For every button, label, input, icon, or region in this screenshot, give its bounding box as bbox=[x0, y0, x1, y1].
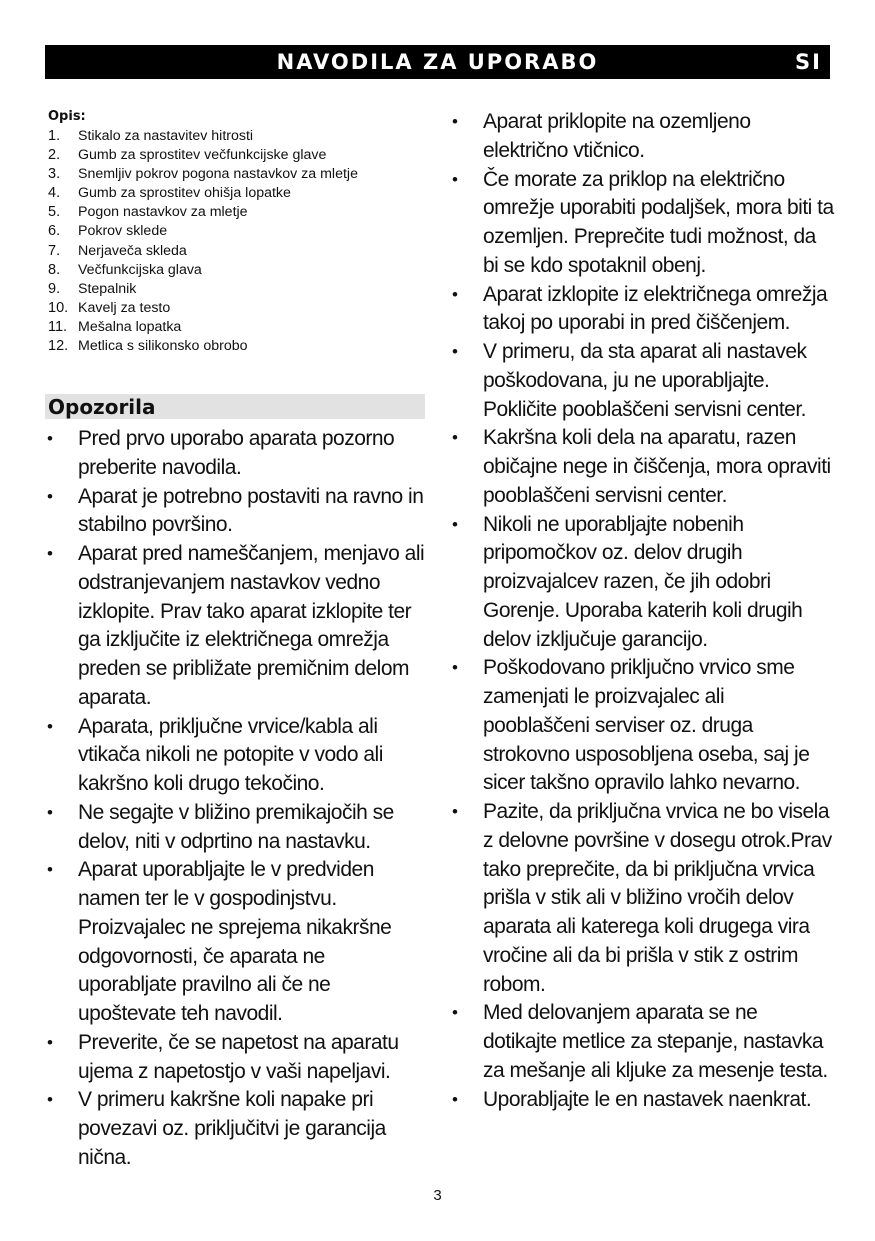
part-number: 6. bbox=[48, 223, 61, 240]
part-number: 9. bbox=[48, 280, 61, 297]
warning-text: Aparat izklopite iz električnega omrežja takoj po uporabi in pred čiščenjem. bbox=[483, 282, 828, 335]
part-label: Stikalo za nastavitev hitrosti bbox=[78, 128, 254, 144]
warning-item bbox=[45, 713, 425, 799]
part-item bbox=[45, 222, 425, 241]
warning-text: Uporabljajte le en nastavek naenkrat. bbox=[483, 1087, 812, 1111]
left-column bbox=[45, 108, 425, 1173]
part-item bbox=[45, 184, 425, 203]
part-label: Pogon nastavkov za mletje bbox=[78, 204, 248, 221]
part-label: Nerjaveča skleda bbox=[78, 242, 187, 259]
warning-item bbox=[45, 799, 425, 857]
warning-item bbox=[450, 108, 835, 166]
bullet-icon: • bbox=[47, 860, 53, 880]
warning-text: Aparat priklopite na ozemljeno električno vtičnico. bbox=[483, 110, 751, 162]
warning-text: Aparata, priključne vrvice/kabla ali vtikača nikoli ne potopite v vodo ali kakršno koli drugo tekočino. bbox=[78, 714, 383, 796]
warning-text: V primeru kakršne koli napake pri povezavi oz. priključitvi je garancija nična. bbox=[78, 1088, 386, 1169]
warning-item bbox=[45, 1029, 425, 1087]
warnings-list-right bbox=[450, 108, 835, 1114]
part-item bbox=[45, 146, 425, 165]
part-label: Metlica s silikonsko obrobo bbox=[78, 338, 248, 355]
warning-item bbox=[450, 424, 835, 510]
bullet-icon: • bbox=[452, 342, 458, 361]
part-item bbox=[45, 280, 425, 299]
warning-text: Med delovanjem aparata se ne dotikajte metlice za stepanje, nastavka za mešanje ali kljuke za mesenje testa. bbox=[483, 1001, 828, 1082]
warning-item bbox=[450, 281, 835, 339]
part-number: 10. bbox=[48, 299, 69, 316]
part-number: 7. bbox=[48, 242, 61, 259]
parts-heading: Opis: bbox=[48, 109, 86, 124]
page-title: NAVODILA ZA UPORABO bbox=[276, 50, 599, 74]
part-label: Gumb za sprostitev ohišja lopatke bbox=[78, 185, 291, 202]
part-item bbox=[45, 203, 425, 222]
bullet-icon: • bbox=[452, 1089, 458, 1109]
bullet-icon: • bbox=[47, 429, 53, 449]
bullet-icon: • bbox=[452, 169, 458, 189]
language-code: SI bbox=[795, 50, 822, 74]
warning-text: Ne segajte v bližino premikajočih se delov, niti v odprtino na nastavku. bbox=[78, 800, 394, 853]
part-number: 1. bbox=[48, 128, 61, 144]
warning-text: Aparat uporabljajte le v predviden namen ter le v gospodinjstvu. Proizvajalec ne sprejema nikakršne odgovornosti, če aparata ne uporabljate pravilno ali če ne upoštevate teh navodil. bbox=[78, 858, 392, 1026]
part-number: 4. bbox=[48, 185, 61, 202]
part-item bbox=[45, 337, 425, 356]
bullet-icon: • bbox=[47, 544, 53, 564]
bullet-icon: • bbox=[452, 514, 458, 534]
part-item bbox=[45, 242, 425, 261]
part-number: 12. bbox=[48, 338, 69, 355]
bullet-icon: • bbox=[452, 1003, 458, 1023]
warning-text: Kakršna koli dela na aparatu, razen običajne nege in čiščenja, mora opraviti pooblaščeni servisni center. bbox=[483, 426, 831, 507]
part-number: 11. bbox=[48, 318, 68, 335]
bullet-icon: • bbox=[47, 716, 53, 736]
warning-item bbox=[45, 483, 425, 541]
part-number: 5. bbox=[48, 204, 61, 221]
warning-item bbox=[45, 856, 425, 1029]
warning-item bbox=[450, 511, 835, 655]
warning-item bbox=[45, 1086, 425, 1172]
part-label: Mešalna lopatka bbox=[78, 318, 182, 335]
warning-text: Nikoli ne uporabljajte nobenih pripomočkov oz. delov drugih proizvajalcev razen, če jih odobri Gorenje. Uporaba katerih koli drugih delov izključuje garancijo. bbox=[483, 512, 803, 651]
part-item bbox=[45, 261, 425, 280]
part-item bbox=[45, 299, 425, 318]
warning-text: Pred prvo uporabo aparata pozorno preberite navodila. bbox=[78, 427, 395, 479]
right-column bbox=[450, 108, 835, 1114]
part-number: 2. bbox=[48, 147, 61, 164]
part-number: 8. bbox=[48, 261, 61, 278]
warning-item bbox=[450, 654, 835, 798]
warning-item bbox=[450, 166, 835, 281]
warning-text: Aparat pred nameščanjem, menjavo ali odstranjevanjem nastavkov vedno izklopite. Prav tako aparat izklopite ter ga izključite iz električnega omrežja preden se približate premičnim delom aparata. bbox=[78, 542, 425, 709]
warnings-list-left bbox=[45, 425, 425, 1173]
part-item bbox=[45, 127, 425, 146]
warning-item bbox=[45, 425, 425, 483]
part-number: 3. bbox=[48, 166, 61, 183]
bullet-icon: • bbox=[452, 284, 458, 304]
bullet-icon: • bbox=[47, 1090, 53, 1110]
part-item bbox=[45, 165, 425, 184]
warnings-heading: Opozorila bbox=[45, 394, 425, 419]
warning-item bbox=[450, 338, 835, 424]
bullet-icon: • bbox=[452, 658, 458, 678]
bullet-icon: • bbox=[47, 486, 53, 506]
warning-item bbox=[45, 540, 425, 713]
warning-text: Preverite, če se napetost na aparatu ujema z napetostjo v vaši napeljavi. bbox=[78, 1030, 399, 1083]
warning-item bbox=[450, 1086, 835, 1115]
page-number: 3 bbox=[433, 1187, 442, 1204]
part-label: Gumb za sprostitev večfunkcijske glave bbox=[78, 147, 327, 164]
part-item bbox=[45, 318, 425, 337]
part-label: Kavelj za testo bbox=[78, 299, 171, 316]
bullet-icon: • bbox=[452, 802, 458, 821]
warning-text: Pazite, da priključna vrvica ne bo visela z delovne površine v dosegu otrok.Prav tako preprečite, da bi priključna vrvica prišla v stik ali v bližino vročih delov aparata ali katerega koli drugega vira vročine ali da bi prišla v stik z ostrim robom. bbox=[483, 800, 832, 996]
warning-text: Aparat je potrebno postaviti na ravno in stabilno površino. bbox=[78, 484, 424, 537]
part-label: Pokrov sklede bbox=[78, 223, 168, 240]
warning-text: Če morate za priklop na električno omrežje uporabiti podaljšek, mora biti ta ozemljen. Preprečite tudi možnost, da bi se kdo spotaknil obenj. bbox=[483, 167, 834, 277]
bullet-icon: • bbox=[47, 802, 53, 822]
parts-list bbox=[45, 127, 425, 356]
warning-item bbox=[450, 999, 835, 1085]
part-label: Stepalnik bbox=[78, 280, 137, 297]
bullet-icon: • bbox=[47, 1032, 53, 1052]
part-label: Večfunkcijska glava bbox=[78, 261, 202, 278]
warning-item bbox=[450, 798, 835, 999]
bullet-icon: • bbox=[452, 428, 458, 448]
part-label: Snemljiv pokrov pogona nastavkov za mletje bbox=[78, 166, 358, 183]
warning-text: V primeru, da sta aparat ali nastavek poškodovana, ju ne uporabljajte. Pokličite pooblaščeni servisni center. bbox=[483, 340, 807, 421]
bullet-icon: • bbox=[452, 112, 458, 131]
warning-text: Poškodovano priključno vrvico sme zamenjati le proizvajalec ali pooblaščeni serviser oz. druga strokovno usposobljena oseba, saj je sicer takšno opravilo lahko nevarno. bbox=[483, 656, 810, 795]
header-bar bbox=[45, 45, 830, 79]
